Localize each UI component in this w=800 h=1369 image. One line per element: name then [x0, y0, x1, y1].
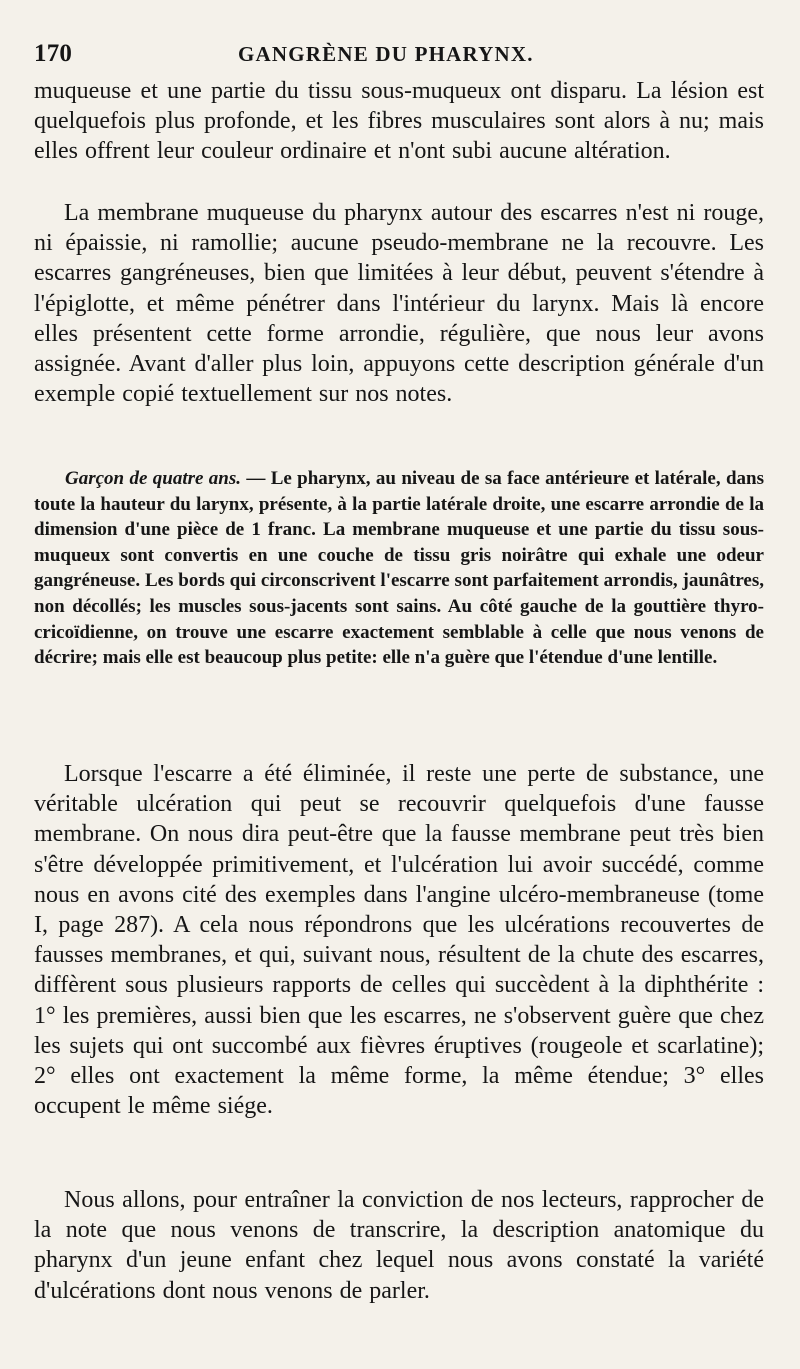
paragraph-text: La membrane muqueuse du pharynx autour des escarres n'est ni rouge, ni épaissie, ni ramollie; aucune pseudo-membrane ne la recouvre. Les escarres gangréneuses, bien que limitées à leur début, peuvent s'étendre à l'épiglotte, et même pénétrer dans l'intérieur du larynx. Mais là encore elles présentent cette forme arrondie, régulière, que nous leur avons assignée. Avant d'aller plus loin, appuyons cette description générale d'un exemple copié textuellement sur nos notes. [34, 200, 764, 408]
paragraph-text: Nous allons, pour entraîner la conviction de nos lecteurs, rapprocher de la note que nous venons de transcrire, la description anatomique du pharynx d'un jeune enfant chez lequel nous avons constaté la variété d'ulcérations dont nous venons de parler. [34, 1187, 764, 1304]
paragraph-ulceration [34, 759, 764, 1121]
running-head: GANGRÈNE DU PHARYNX. [238, 42, 534, 66]
paragraph-conclusion [34, 1185, 764, 1306]
case-note-lead: Garçon de quatre ans. [65, 468, 241, 489]
page-number: 170 [34, 40, 73, 67]
page-header [34, 36, 764, 72]
paragraph-text: Lorsque l'escarre a été éliminée, il reste une perte de substance, une véritable ulcération qui peut se recouvrir quelquefois d'une fausse membrane. On nous dira peut-être que la fausse membrane peut très bien s'être développée primitivement, et l'ulcération lui avoir succédé, comme nous en avons cité des exemples dans l'angine ulcéro-membraneuse (tome I, page 287). A cela nous répondrons que les ulcérations recouvertes de fausses membranes, et qui, suivant nous, résultent de la chute des escarres, diffèrent sous plusieurs rapports de celles qui succèdent à la diphthérite : 1° les premières, aussi bien que les escarres, ne s'observent guère que chez les sujets qui ont succombé aux fièvres éruptives (rougeole et scarlatine); 2° elles ont exactement la même forme, la même étendue; 3° elles occupent le même siége. [34, 761, 764, 1120]
paragraph-text: muqueuse et une partie du tissu sous-muqueux ont disparu. La lésion est quelquefois plus profonde, et les fibres musculaires sont alors à nu; mais elles offrent leur couleur ordinaire et n'ont subi aucune altération. [34, 78, 764, 165]
case-note [34, 466, 764, 671]
paragraph-continuation [34, 76, 764, 167]
case-note-body: — Le pharynx, au niveau de sa face antérieure et latérale, dans toute la hauteur du larynx, présente, à la partie latérale droite, une escarre arrondie de la dimension d'une pièce de 1 franc. La membrane muqueuse et une partie du tissu sous-muqueux sont convertis en une couche de tissu gris noirâtre qui exhale une odeur gangréneuse. Les bords qui circonscrivent l'escarre sont parfaitement arrondis, jaunâtres, non décollés; les muscles sous-jacents sont sains. Au côté gauche de la gouttière thyro-cricoïdienne, on trouve une escarre exactement semblable à celle que nous venons de décrire; mais elle est beaucoup plus petite: elle n'a guère que l'étendue d'une lentille. [34, 468, 764, 669]
paragraph-membrane [34, 198, 764, 409]
